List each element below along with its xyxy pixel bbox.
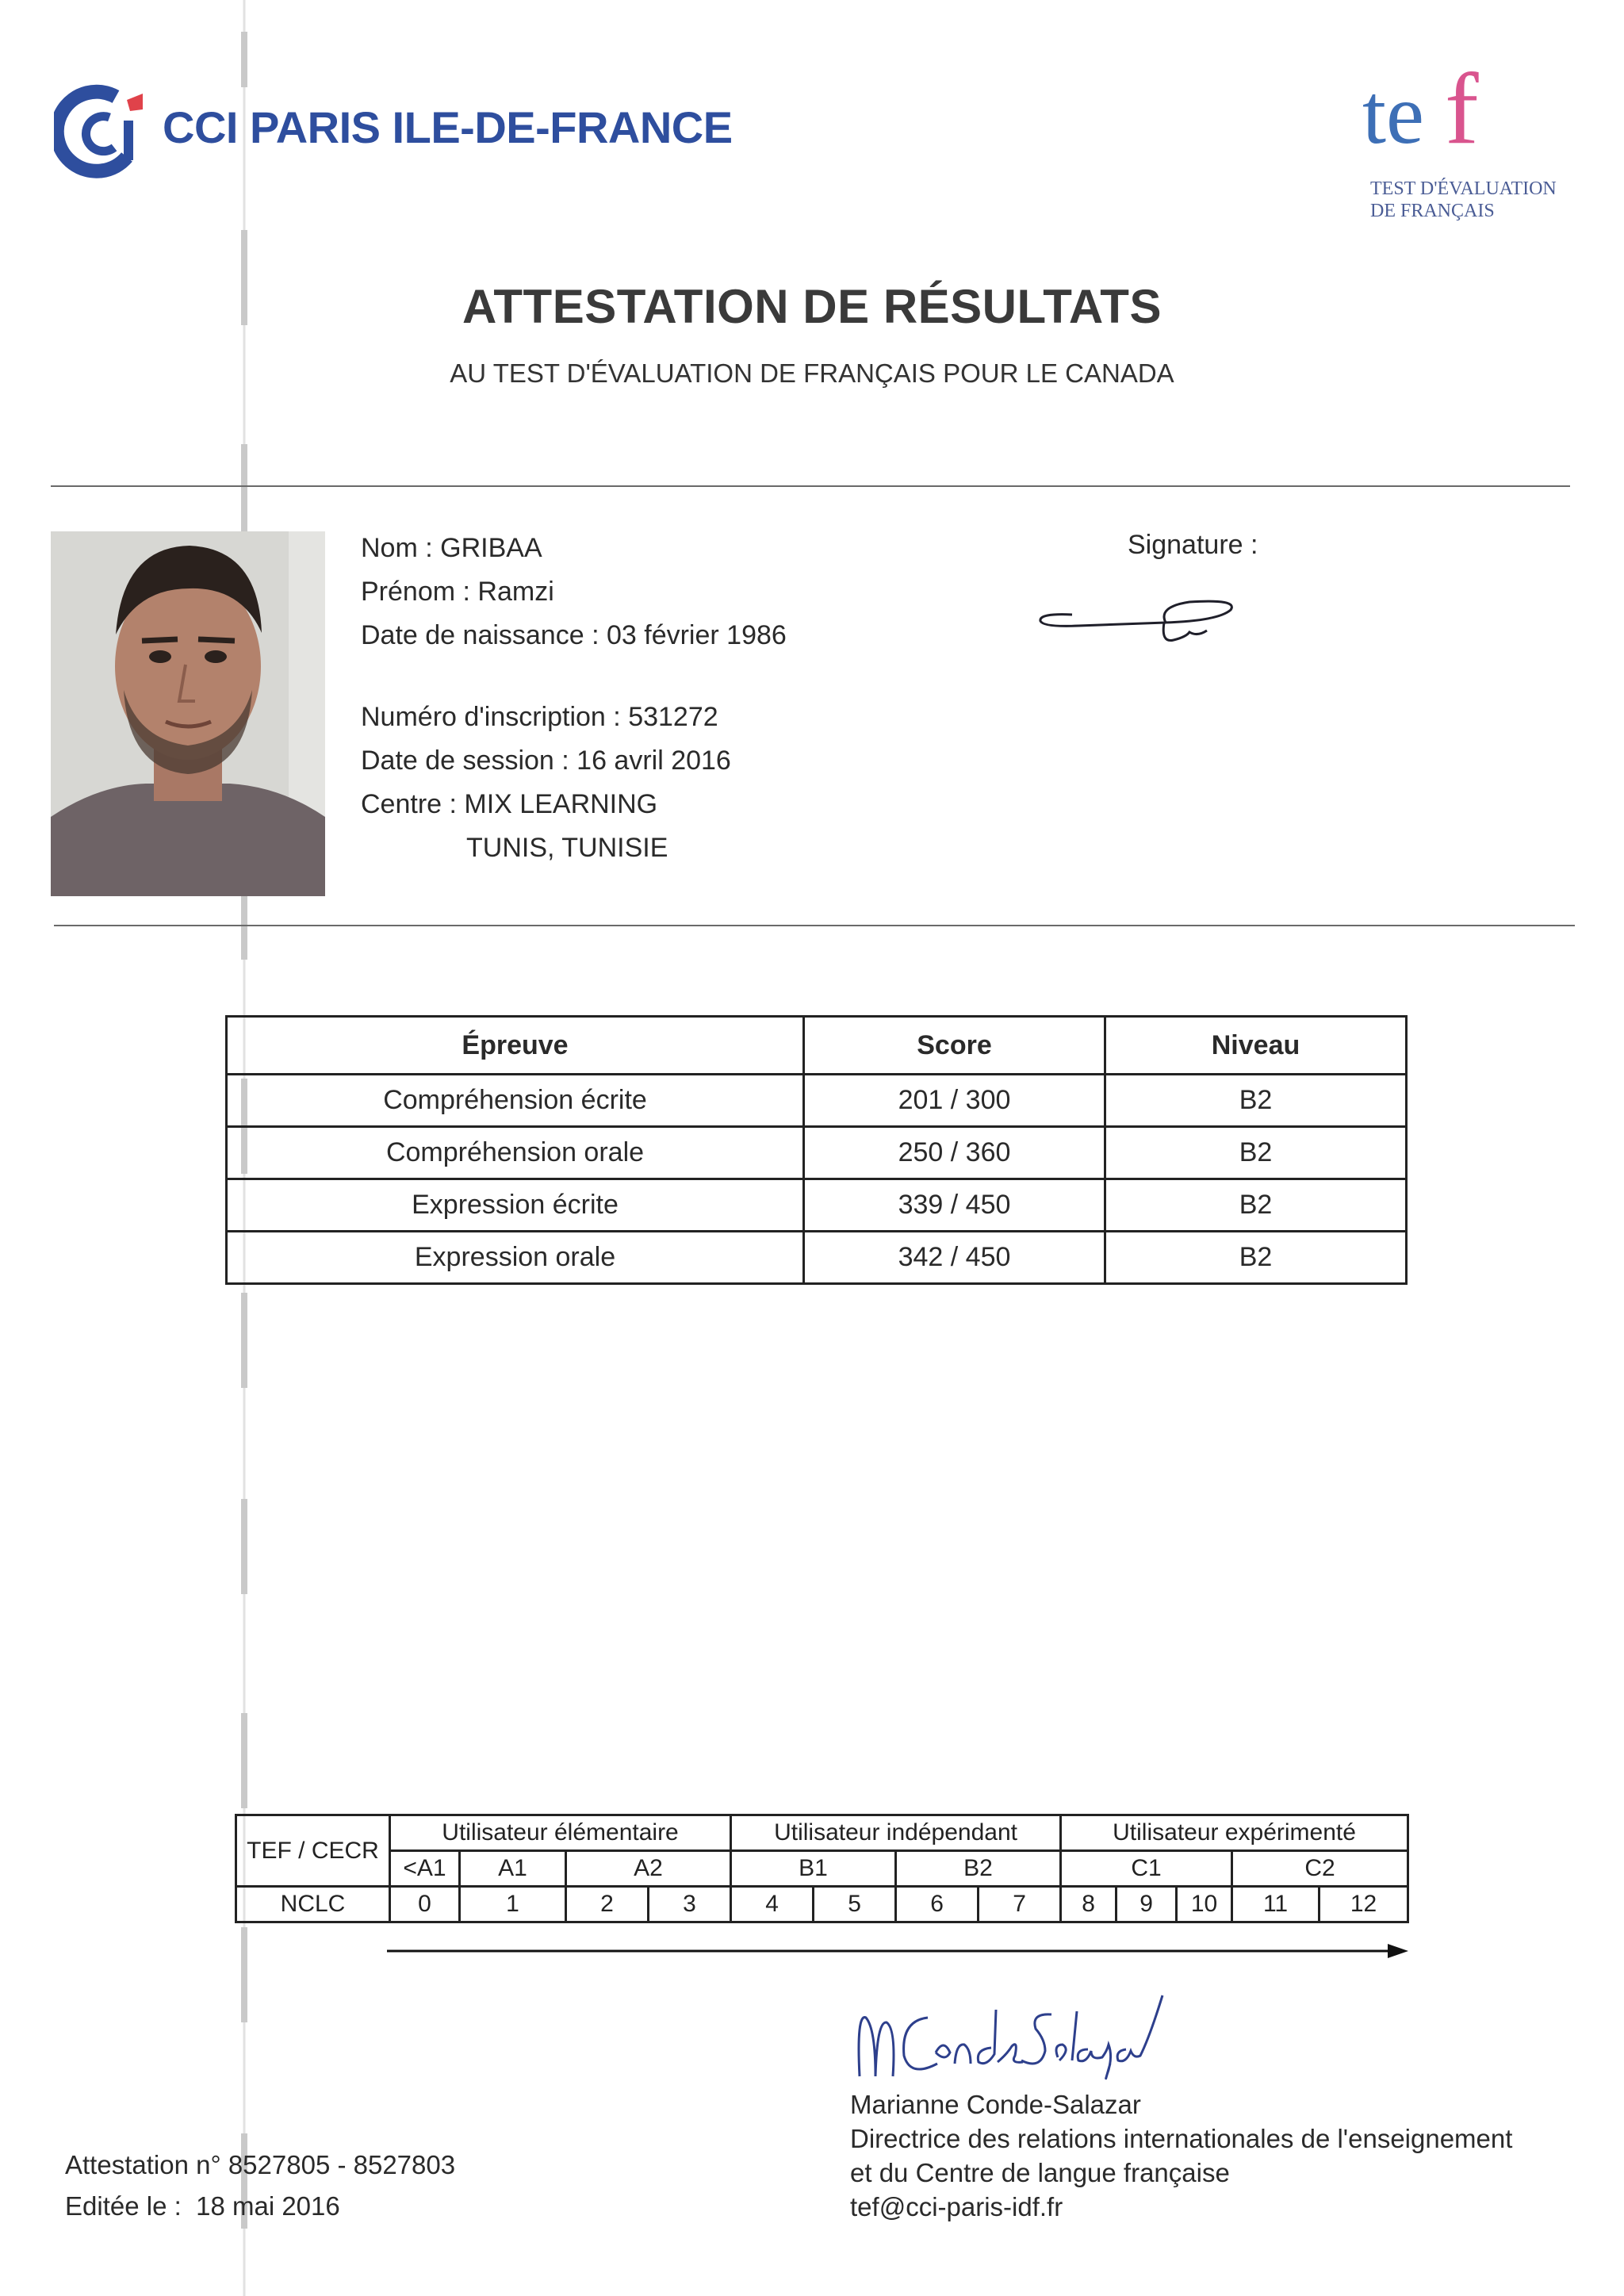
signatory-title-line1: Directrice des relations internationales de l'enseignement	[850, 2124, 1513, 2153]
level-cell: C2	[1232, 1851, 1408, 1887]
header-niveau: Niveau	[1105, 1017, 1407, 1075]
scale-groups-row	[236, 1815, 1408, 1851]
niveau-cell: B2	[1105, 1232, 1407, 1284]
nclc-cell: 0	[390, 1887, 460, 1922]
nclc-cell: 10	[1177, 1887, 1232, 1922]
centre-row	[361, 789, 657, 820]
cecr-nclc-scale-table	[235, 1814, 1409, 1923]
tef-logo-icon	[1362, 70, 1521, 149]
niveau-cell: B2	[1105, 1075, 1407, 1127]
group-experimente: Utilisateur expérimenté	[1061, 1815, 1408, 1851]
nclc-label: NCLC	[236, 1887, 390, 1922]
level-cell: B1	[731, 1851, 896, 1887]
prenom-value: Ramzi	[477, 577, 554, 607]
table-row	[227, 1127, 1407, 1179]
nom-label: Nom :	[361, 533, 433, 563]
group-independant: Utilisateur indépendant	[731, 1815, 1061, 1851]
director-signature-icon	[852, 1981, 1169, 2100]
document-title: ATTESTATION DE RÉSULTATS	[462, 280, 1162, 333]
score-cell: 201 / 300	[804, 1075, 1105, 1127]
signature-label: Signature :	[1128, 530, 1258, 560]
footer-block	[65, 2145, 455, 2227]
niveau-cell: B2	[1105, 1179, 1407, 1232]
centre-city: TUNIS, TUNISIE	[466, 833, 668, 863]
tef-cecr-label: TEF / CECR	[236, 1815, 390, 1887]
prenom-label: Prénom :	[361, 577, 470, 607]
attestation-numbers: 8527805 - 8527803	[228, 2150, 456, 2179]
nclc-cell: 9	[1116, 1887, 1177, 1922]
table-row	[227, 1075, 1407, 1127]
epreuve-cell: Expression orale	[227, 1232, 804, 1284]
nom-value: GRIBAA	[440, 533, 542, 563]
centre-label: Centre :	[361, 789, 457, 819]
signatory-title-line2: et du Centre de langue française	[850, 2158, 1230, 2187]
editee-row	[65, 2186, 455, 2227]
level-cell: <A1	[390, 1851, 460, 1887]
document-subtitle: AU TEST D'ÉVALUATION DE FRANÇAIS POUR LE CANADA	[450, 358, 1174, 388]
header-epreuve: Épreuve	[227, 1017, 804, 1075]
session-value: 16 avril 2016	[576, 746, 731, 776]
session-label: Date de session :	[361, 746, 569, 776]
table-row	[227, 1179, 1407, 1232]
nclc-cell: 3	[649, 1887, 731, 1922]
inscription-value: 531272	[628, 702, 718, 732]
score-cell: 339 / 450	[804, 1179, 1105, 1232]
level-cell: C1	[1061, 1851, 1232, 1887]
nclc-cell: 7	[979, 1887, 1061, 1922]
results-table	[225, 1015, 1408, 1285]
dob-label: Date de naissance :	[361, 620, 599, 650]
editee-label: Editée le :	[65, 2191, 182, 2221]
nclc-cell: 8	[1061, 1887, 1116, 1922]
centre-name: MIX LEARNING	[464, 789, 658, 819]
level-cell: A1	[460, 1851, 566, 1887]
signatory-block	[850, 2087, 1512, 2224]
dob-value: 03 février 1986	[606, 620, 787, 650]
attestation-label: Attestation n°	[65, 2150, 221, 2179]
epreuve-cell: Compréhension écrite	[227, 1075, 804, 1127]
table-row	[227, 1232, 1407, 1284]
header-score: Score	[804, 1017, 1105, 1075]
dob-row	[361, 620, 787, 651]
tef-caption-line2: DE FRANÇAIS	[1370, 201, 1495, 221]
cci-organization-name: CCI PARIS ILE-DE-FRANCE	[163, 102, 733, 152]
prenom-row	[361, 577, 554, 608]
inscription-label: Numéro d'inscription :	[361, 702, 621, 732]
group-elementaire: Utilisateur élémentaire	[390, 1815, 731, 1851]
scale-nclc-row	[236, 1887, 1408, 1922]
signatory-name: Marianne Conde-Salazar	[850, 2090, 1141, 2119]
svg-text:te: te	[1362, 70, 1424, 149]
scale-arrow-icon	[387, 1941, 1410, 1961]
nclc-cell: 5	[814, 1887, 896, 1922]
nclc-cell: 2	[566, 1887, 649, 1922]
scale-levels-row	[236, 1851, 1408, 1887]
nclc-cell: 1	[460, 1887, 566, 1922]
epreuve-cell: Compréhension orale	[227, 1127, 804, 1179]
editee-date: 18 mai 2016	[196, 2191, 340, 2221]
candidate-signature-icon	[1031, 591, 1245, 654]
nclc-cell: 11	[1232, 1887, 1320, 1922]
inscription-row	[361, 702, 718, 733]
session-row	[361, 746, 731, 776]
cci-circle-logo-icon	[54, 79, 149, 182]
tef-caption-line1: TEST D'ÉVALUATION	[1370, 178, 1557, 199]
attestation-number-row	[65, 2145, 455, 2186]
results-header-row	[227, 1017, 1407, 1075]
divider-middle	[54, 925, 1575, 926]
niveau-cell: B2	[1105, 1127, 1407, 1179]
score-cell: 342 / 450	[804, 1232, 1105, 1284]
epreuve-cell: Expression écrite	[227, 1179, 804, 1232]
nclc-cell: 4	[731, 1887, 814, 1922]
tef-caption	[1370, 178, 1557, 222]
svg-text:f: f	[1445, 70, 1479, 149]
level-cell: B2	[896, 1851, 1061, 1887]
nom-row	[361, 533, 542, 564]
nclc-cell: 12	[1320, 1887, 1408, 1922]
divider-top	[51, 485, 1570, 487]
score-cell: 250 / 360	[804, 1127, 1105, 1179]
signatory-email: tef@cci-paris-idf.fr	[850, 2192, 1063, 2221]
candidate-portrait-icon	[51, 531, 325, 896]
nclc-cell: 6	[896, 1887, 979, 1922]
level-cell: A2	[566, 1851, 731, 1887]
